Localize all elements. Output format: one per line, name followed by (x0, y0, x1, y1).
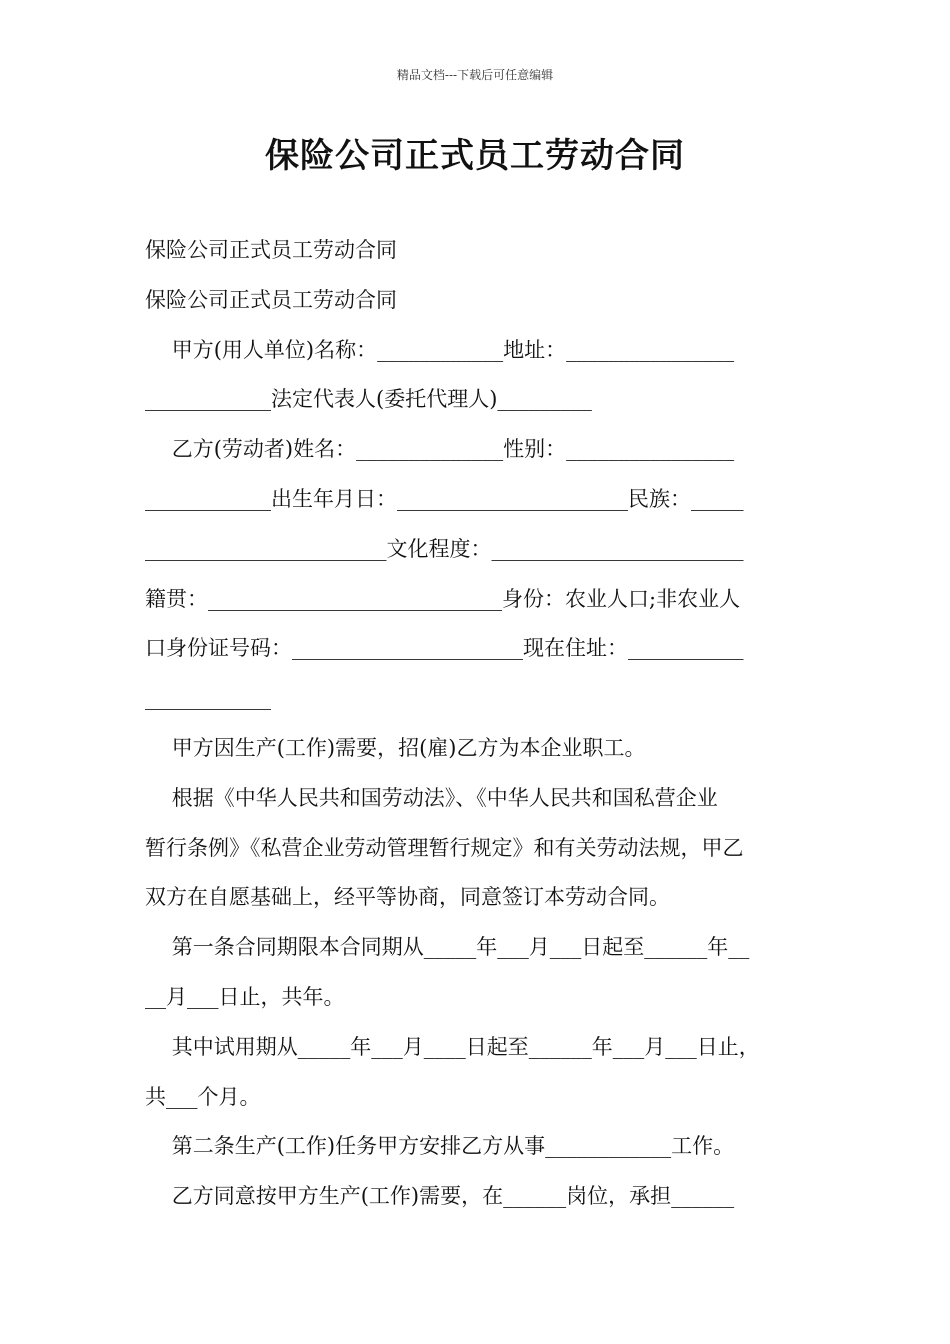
body-line: 保险公司正式员工劳动合同 (145, 287, 397, 312)
body-line: 双方在自愿基础上，经平等协商，同意签订本劳动合同。 (145, 885, 670, 910)
body-line: 暂行条例》《私营企业劳动管理暂行规定》和有关劳动法规，甲乙 (145, 835, 744, 860)
body-line: 根据《中华人民共和国劳动法》、《中华人民共和国私营企业 (145, 785, 718, 810)
body-line: 口身份证号码：______________________现在住址：___________ (145, 636, 744, 661)
body-line: __月___日止，共年。 (145, 984, 345, 1009)
body-line: 第二条生产(工作)任务甲方安排乙方从事____________工作。 (145, 1134, 735, 1159)
document-title: 保险公司正式员工劳动合同 (265, 136, 685, 176)
body-line: ____________ (145, 686, 271, 711)
body-line: 甲方因生产(工作)需要，招(雇)乙方为本企业职工。 (145, 735, 646, 760)
body-line: 乙方(劳动者)姓名：______________性别：________________ (145, 437, 735, 462)
body-line: ____________出生年月日：______________________民族：_____ (145, 486, 744, 511)
header-note: 精品文档---下载后可任意编辑 (396, 68, 554, 82)
body-line: 乙方同意按甲方生产(工作)需要，在______岗位，承担______ (145, 1184, 735, 1209)
body-line: 籍贯：____________________________身份：农业人口;非农业人 (145, 586, 741, 611)
body-line: 保险公司正式员工劳动合同 (145, 238, 397, 262)
body-line: 甲方(用人单位)名称：____________地址：________________ (145, 337, 735, 362)
body-line: 共___个月。 (145, 1084, 261, 1109)
body-line: _______________________文化程度：________________________ (145, 536, 744, 561)
body-line: ____________法定代表人(委托代理人)_________ (145, 387, 592, 412)
body-line: 第一条合同期限本合同期从_____年___月___日起至______年__ (145, 935, 750, 960)
body-line: 其中试用期从_____年___月____日起至______年___月___日止， (145, 1034, 760, 1059)
contract-body (145, 226, 807, 1222)
